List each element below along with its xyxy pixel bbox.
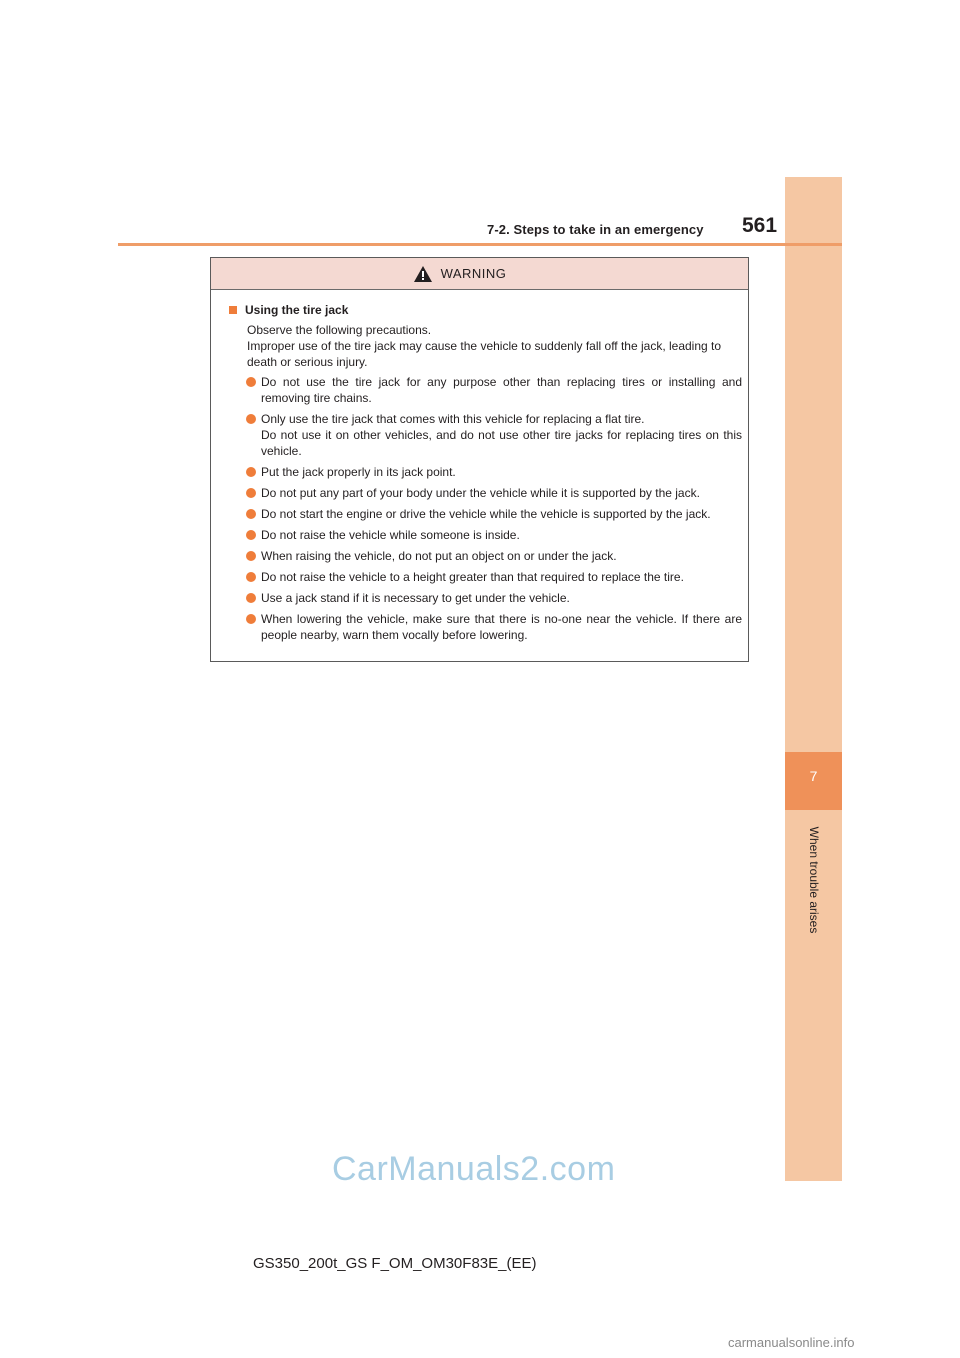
list-item-text: Only use the tire jack that comes with this vehicle for replacing a flat tire.: [261, 412, 645, 426]
warning-intro-2: Improper use of the tire jack may cause the vehicle to suddenly fall off the jack, leading to death or serious injury.: [247, 339, 722, 369]
list-item-text: When raising the vehicle, do not put an object on or under the jack.: [261, 549, 617, 563]
bullet-dot-icon: [246, 614, 256, 624]
bullet-dot-icon: [246, 509, 256, 519]
warning-box: [210, 257, 749, 662]
list-item-text: Do not put any part of your body under the vehicle while it is supported by the jack.: [261, 486, 700, 500]
list-item-continuation: Do not use it on other vehicles, and do not use other tire jacks for replacing tires on this vehicle.: [261, 428, 742, 458]
list-item: [243, 548, 742, 564]
list-item-text: Use a jack stand if it is necessary to get under the vehicle.: [261, 591, 570, 605]
bullet-dot-icon: [246, 551, 256, 561]
warning-header: [211, 258, 748, 290]
footer-url[interactable]: carmanualsonline.info: [728, 1335, 855, 1350]
list-item: [243, 506, 742, 522]
list-item-text: Do not raise the vehicle to a height greater than that required to replace the tire.: [261, 570, 684, 584]
warning-title: WARNING: [440, 266, 507, 281]
warning-topic: [229, 302, 742, 318]
bullet-dot-icon: [246, 414, 256, 424]
square-bullet-icon: [229, 306, 237, 314]
bullet-dot-icon: [246, 467, 256, 477]
list-item-text: Do not raise the vehicle while someone is inside.: [261, 528, 520, 542]
bullet-dot-icon: [246, 488, 256, 498]
chapter-side-tab: [785, 177, 842, 1181]
list-item: [243, 485, 742, 501]
watermark[interactable]: CarManuals2.com: [332, 1150, 616, 1188]
document-code: GS350_200t_GS F_OM_OM30F83E_(EE): [253, 1255, 537, 1272]
chapter-title: When trouble arises: [807, 826, 821, 934]
bullet-dot-icon: [246, 572, 256, 582]
warning-intro-1: Observe the following precautions.: [247, 323, 432, 337]
list-item: [243, 374, 742, 406]
list-item: [243, 411, 742, 459]
section-title: 7-2. Steps to take in an emergency: [487, 222, 704, 237]
list-item: [243, 527, 742, 543]
list-item: [243, 590, 742, 606]
warning-body: [211, 290, 748, 643]
list-item-text: Do not start the engine or drive the vehicle while the vehicle is supported by the jack.: [261, 507, 711, 521]
bullet-dot-icon: [246, 530, 256, 540]
bullet-dot-icon: [246, 377, 256, 387]
page-number: 561: [742, 214, 778, 237]
list-item-text: Put the jack properly in its jack point.: [261, 465, 456, 479]
precaution-list: [229, 374, 742, 643]
header-divider: [118, 243, 842, 246]
bullet-dot-icon: [246, 593, 256, 603]
warning-triangle-icon: [413, 265, 433, 283]
chapter-number-tab[interactable]: 7: [785, 752, 842, 810]
list-item: [243, 569, 742, 585]
list-item: [243, 611, 742, 643]
list-item-text: Do not use the tire jack for any purpose other than replacing tires or installing and removing tire chains.: [261, 375, 742, 405]
list-item: [243, 464, 742, 480]
list-item-text: When lowering the vehicle, make sure that there is no-one near the vehicle. If there are people nearby, warn them vocally before lowering.: [261, 612, 742, 642]
warning-topic-label: Using the tire jack: [245, 303, 349, 317]
